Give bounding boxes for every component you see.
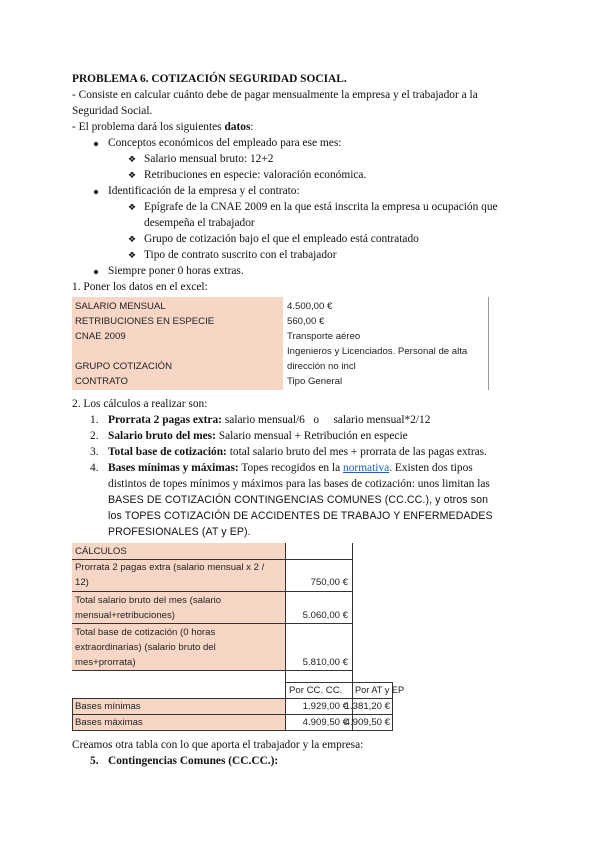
table-rule (72, 698, 73, 731)
calc-table-header: CÁLCULOS (75, 546, 127, 557)
col-cc-header: Por CC. CC. (289, 685, 343, 696)
calc-row-1-label-2: 12) (75, 577, 89, 588)
table-cell-label: CNAE 2009 (75, 331, 126, 342)
calc-2-text: Salario mensual + Retribución en especie (215, 430, 408, 442)
bullet-2-sub-1-line-2: desempeña el trabajador (144, 217, 255, 229)
calc-row-3-label-2: extraordinarias) (salario bruto del (75, 642, 216, 653)
section-5-number: 5. (90, 755, 99, 767)
calc-4-line-4: los TOPES COTIZACIÓN DE ACCIDENTES DE TRABAJO Y ENFERMEDADES (108, 510, 493, 522)
diamond-bullet-icon: ❖ (128, 234, 137, 244)
calc-3 (108, 445, 487, 460)
calc-row-1-label-1: Prorrata 2 pagas extra (salario mensual x 2 / (75, 562, 265, 573)
calc-1-text: salario mensual/6 o salario mensual*2/12 (221, 414, 431, 426)
bases-max-cc: 4.909,50 € (302, 717, 348, 728)
calc-4-line-5: PROFESIONALES (AT y EP). (108, 526, 251, 538)
calc-1-title: Prorrata 2 pagas extra: (108, 414, 222, 426)
calc-4-number: 4. (90, 462, 99, 474)
table-cell-value: dirección no incl (287, 361, 356, 372)
calc-2 (108, 429, 408, 444)
calc-1 (108, 413, 430, 428)
col-at-header: Por AT y EP (355, 685, 405, 695)
calc-row-1-value: 750,00 € (310, 577, 348, 588)
data-table (72, 297, 488, 390)
diamond-bullet-icon: ❖ (128, 170, 137, 180)
calc-2-number: 2. (90, 430, 99, 442)
diamond-bullet-icon: ❖ (128, 154, 137, 164)
table-cell-value: 4.500,00 € (287, 301, 333, 312)
calc-row-3-label-3: mes+prorrata) (75, 657, 136, 668)
table-rule (72, 591, 352, 592)
table-cell-value: Tipo General (287, 376, 343, 387)
table-cell-value: Ingenieros y Licenciados. Personal de alta (287, 346, 468, 357)
calc-4 (108, 461, 473, 476)
diamond-bullet-icon: ❖ (128, 202, 137, 212)
calc-4-line-2: distintos de topes mínimos y máximos para las bases de cotización: unos limitan las (108, 478, 490, 490)
intro-line-3-suffix: : (250, 121, 254, 133)
bullet-1-sub-1: Salario mensual bruto: 12+2 (144, 153, 274, 165)
bullet-icon (94, 270, 98, 274)
table-rule (285, 543, 286, 731)
intro-line-1: - Consiste en calcular cuánto debe de pagar mensualmente la empresa y el trabajador a la (72, 89, 478, 101)
intro-line-3 (72, 120, 254, 135)
normativa-link[interactable]: normativa (343, 462, 390, 474)
step-1-text: 1. Poner los datos en el excel: (72, 281, 208, 293)
table-rule (72, 730, 392, 731)
calc-3-text: total salario bruto del mes + prorrata de las pagas extras. (226, 446, 487, 458)
page-title: PROBLEMA 6. COTIZACIÓN SEGURIDAD SOCIAL. (72, 73, 347, 85)
calc-3-title: Total base de cotización: (108, 446, 227, 458)
bases-min-label: Bases mínimas (75, 701, 141, 712)
after-table-text: Creamos otra tabla con lo que aporta el trabajador y la empresa: (72, 739, 364, 751)
calc-4-text-pre: Topes recogidos en la (238, 462, 344, 474)
table-cell-label: CONTRATO (75, 376, 128, 387)
bullet-1-sub-2: Retribuciones en especie: valoración económica. (144, 169, 367, 181)
bullet-icon (94, 190, 98, 194)
table-cell-value: 560,00 € (287, 316, 325, 327)
diamond-bullet-icon: ❖ (128, 250, 137, 260)
section-5-title: Contingencias Comunes (CC.CC.): (108, 755, 279, 767)
bullet-icon (94, 142, 98, 146)
calc-row-2-value: 5.060,00 € (302, 610, 348, 621)
calc-row-2-label-1: Total salario bruto del mes (salario (75, 595, 222, 606)
table-cell-label: RETRIBUCIONES EN ESPECIE (75, 316, 215, 327)
calc-row-3-label-1: Total base de cotización (0 horas (75, 627, 216, 638)
table-rule (72, 623, 352, 624)
table-rule (72, 670, 352, 671)
bases-max-label: Bases máximas (75, 717, 143, 728)
bullet-3: Siempre poner 0 horas extras. (108, 265, 244, 277)
intro-line-2: Seguridad Social. (72, 105, 153, 117)
calculations-table (72, 543, 405, 731)
bases-min-cc: 1.929,00 € (302, 701, 348, 712)
calc-3-number: 3. (90, 446, 99, 458)
intro-bold-datos: datos (224, 121, 251, 133)
calc-row-2-label-2: mensual+retribuciones) (75, 610, 175, 621)
calc-row-3-value: 5.810,00 € (302, 657, 348, 668)
bullet-2-sub-2: Grupo de cotización bajo el que el empleado está contratado (144, 233, 419, 245)
calc-4-title: Bases mínimas y máximas: (108, 462, 239, 474)
bullet-2: Identificación de la empresa y el contrato: (108, 185, 300, 197)
bullet-1: Conceptos económicos del empleado para ese mes: (108, 137, 342, 149)
bullet-2-sub-1-line-1: Epígrafe de la CNAE 2009 en la que está inscrita la empresa u ocupación que (144, 201, 498, 213)
intro-line-3-prefix: - El problema dará los siguientes (72, 121, 225, 133)
table-cell-label: SALARIO MENSUAL (75, 301, 166, 312)
bases-max-at: 4.909,50 € (344, 717, 390, 728)
bases-min-at: 1.381,20 € (344, 701, 390, 712)
step-2-text: 2. Los cálculos a realizar son: (72, 398, 208, 410)
table-cell-value: Transporte aéreo (287, 331, 361, 342)
calc-1-number: 1. (90, 414, 99, 426)
calc-4-text-post: . Existen dos tipos (389, 462, 473, 474)
calc-4-line-3: BASES DE COTIZACIÓN CONTINGENCIAS COMUNES (CC.CC.), y otros son (108, 494, 489, 506)
bullet-2-sub-3: Tipo de contrato suscrito con el trabajador (144, 249, 337, 261)
table-cell-label: GRUPO COTIZACIÓN (75, 361, 173, 372)
calc-2-title: Salario bruto del mes: (108, 430, 216, 442)
